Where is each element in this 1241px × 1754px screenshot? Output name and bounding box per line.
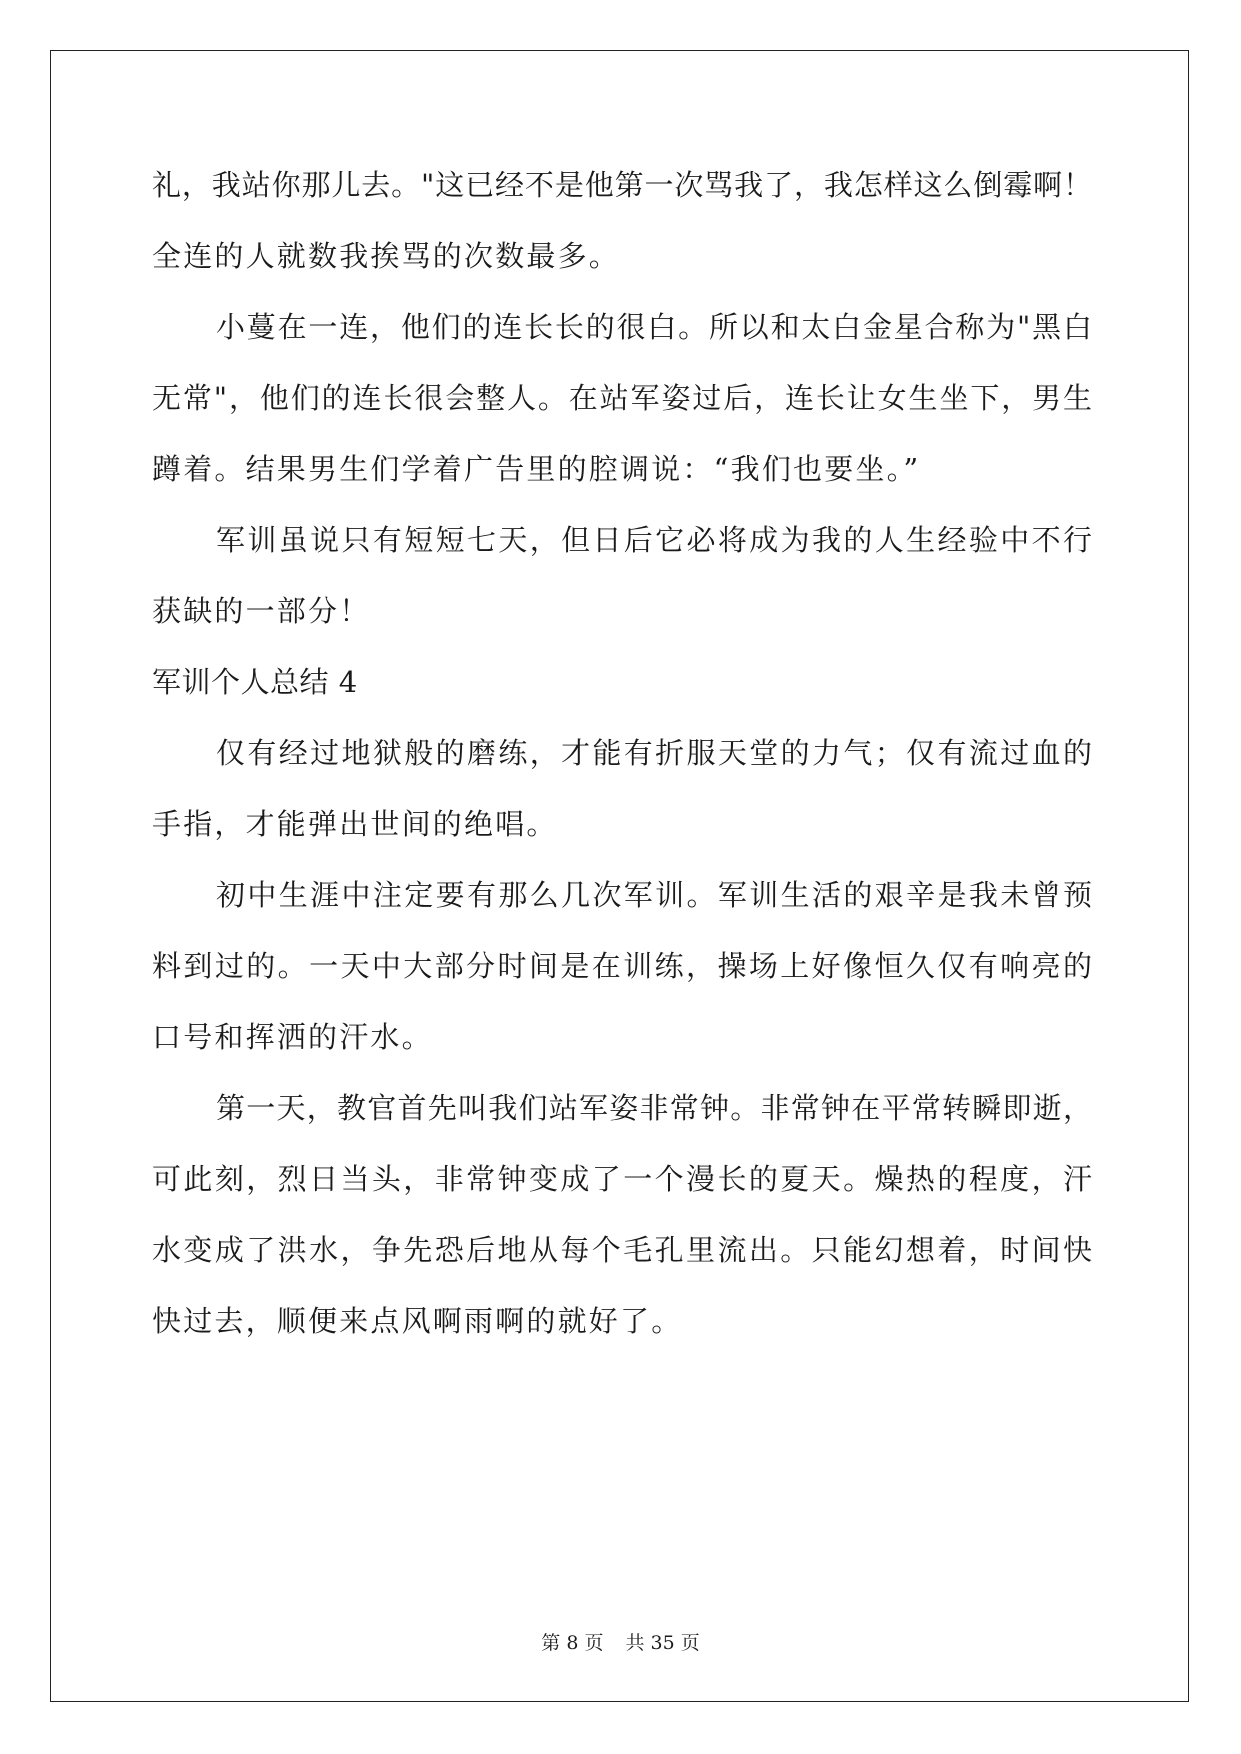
- paragraph-first-line: 仅有经过地狱般的磨练，才能有折服天堂的力气；仅有流过血的: [216, 736, 1092, 770]
- paragraph-first-line: 初中生涯中注定要有那么几次军训。军训生活的艰辛是我未曾预: [216, 878, 1092, 912]
- page-total: 共 35 页: [625, 1632, 700, 1654]
- text-line: 可此刻，烈日当头，非常钟变成了一个漫长的夏天。燥热的程度，汗: [152, 1162, 1092, 1196]
- page-number: 第 8 页: [541, 1632, 604, 1654]
- page-footer: [0, 1631, 1241, 1655]
- paragraph-first-line: 军训虽说只有短短七天，但日后它必将成为我的人生经验中不行: [216, 523, 1092, 557]
- text-line: 水变成了洪水，争先恐后地从每个毛孔里流出。只能幻想着，时间快: [152, 1233, 1092, 1267]
- text-line: 手指，才能弹出世间的绝唱。: [152, 807, 558, 841]
- paragraph-first-line: 小蔓在一连，他们的连长长的很白。所以和太白金星合称为"黑白: [216, 310, 1092, 344]
- paragraph-first-line: 第一天，教官首先叫我们站军姿非常钟。非常钟在平常转瞬即逝，: [216, 1091, 1092, 1125]
- text-line: 口号和挥洒的汗水。: [152, 1020, 433, 1054]
- text-line: 料到过的。一天中大部分时间是在训练，操场上好像恒久仅有响亮的: [152, 949, 1092, 983]
- section-heading: 军训个人总结 4: [152, 665, 358, 699]
- text-line: 获缺的一部分！: [152, 594, 371, 628]
- text-line: 全连的人就数我挨骂的次数最多。: [152, 239, 621, 273]
- text-line: 蹲着。结果男生们学着广告里的腔调说：“我们也要坐。”: [152, 452, 921, 486]
- text-line: 无常"，他们的连长很会整人。在站军姿过后，连长让女生坐下，男生: [152, 381, 1092, 415]
- text-line: 快过去，顺便来点风啊雨啊的就好了。: [152, 1304, 683, 1338]
- text-line: 礼，我站你那儿去。"这已经不是他第一次骂我了，我怎样这么倒霉啊！: [152, 168, 1092, 202]
